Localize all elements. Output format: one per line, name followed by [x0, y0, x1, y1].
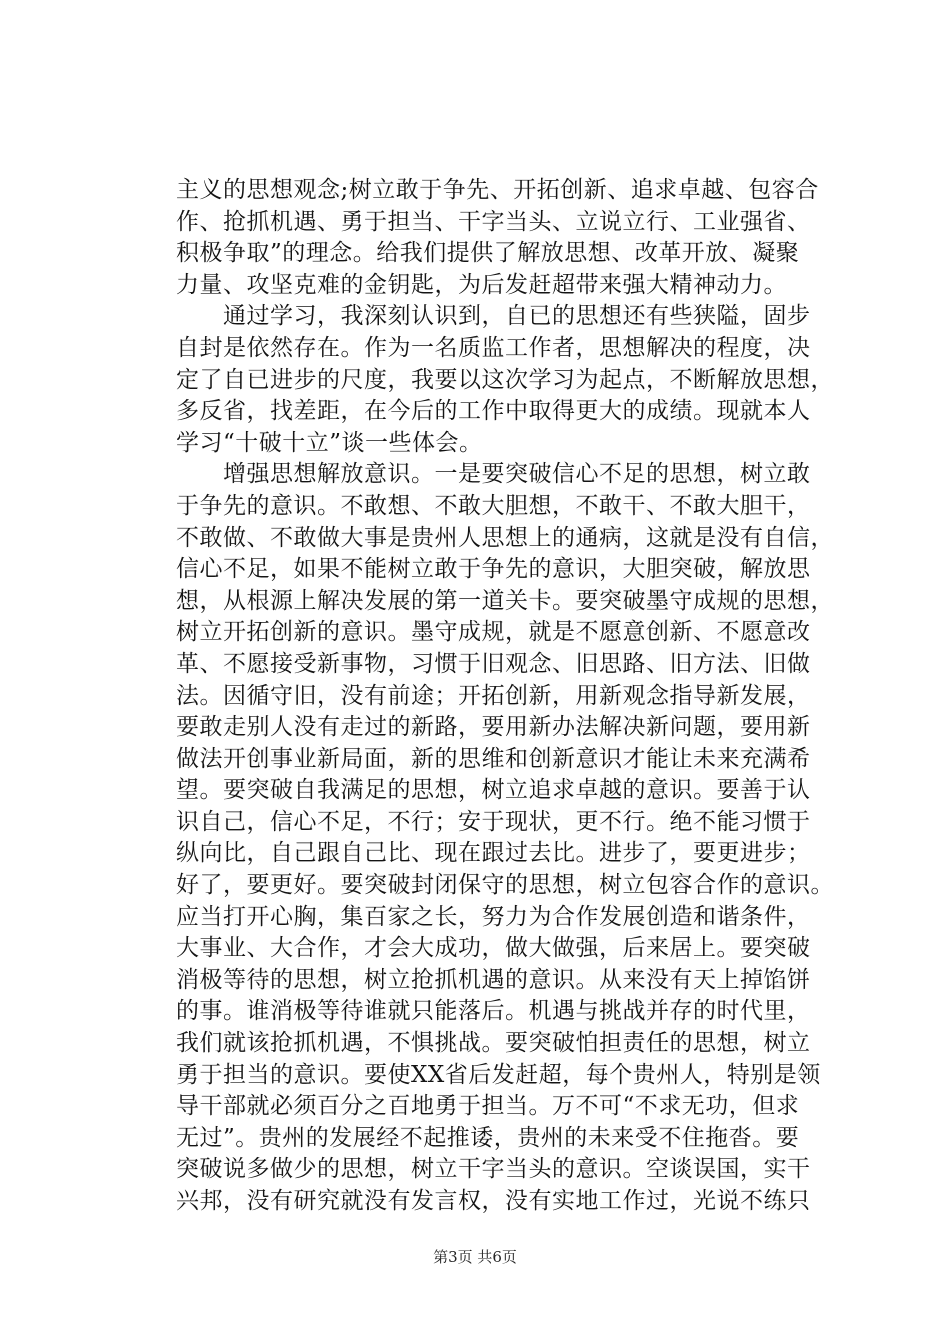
text-line: 导干部就必须百分之百地勇于担当。万不可“不求无功，但求	[176, 1093, 800, 1120]
text-line: 消极等待的思想，树立抢抓机遇的意识。从来没有天上掉馅饼	[176, 966, 811, 993]
text-line: 兴邦，没有研究就没有发言权，没有实地工作过，光说不练只	[176, 1188, 811, 1214]
text-line: 纵向比，自己跟自己比、现在跟过去比。进步了，要更进步；	[176, 840, 811, 867]
text-line: 增强思想解放意识。一是要突破信心不足的思想，树立敢	[176, 461, 811, 488]
text-line: 作、抢抓机遇、勇于担当、干字当头、立说立行、工业强省、	[176, 208, 811, 235]
text-line: 通过学习，我深刻认识到，自已的思想还有些狭隘，固步	[176, 303, 811, 330]
text-line: 无过”。贵州的发展经不起推诿，贵州的未来受不住拖沓。要	[176, 1124, 800, 1151]
text-line: 法。因循守旧，没有前途；开拓创新，用新观念指导新发展，	[176, 682, 811, 709]
text-line: 勇于担当的意识。要使XX省后发赶超，每个贵州人，特别是领	[176, 1061, 821, 1088]
text-line: 识自己，信心不足，不行；安于现状，更不行。绝不能习惯于	[176, 808, 811, 835]
text-line: 树立开拓创新的意识。墨守成规，就是不愿意创新、不愿意改	[176, 619, 811, 646]
text-line: 想，从根源上解决发展的第一道关卡。要突破墨守成规的思想，	[176, 587, 834, 614]
text-line: 突破说多做少的思想，树立干字当头的意识。空谈误国，实干	[176, 1156, 811, 1183]
text-line: 大事业、大合作，才会大成功，做大做强，后来居上。要突破	[176, 935, 811, 962]
text-line: 要敢走别人没有走过的新路，要用新办法解决新问题，要用新	[176, 714, 811, 741]
text-line: 学习“十破十立”谈一些体会。	[176, 429, 483, 456]
text-line: 我们就该抢抓机遇，不惧挑战。要突破怕担责任的思想，树立	[176, 1030, 811, 1057]
text-line: 做法开创事业新局面，新的思维和创新意识才能让未来充满希	[176, 745, 811, 772]
text-line: 多反省，找差距，在今后的工作中取得更大的成绩。现就本人	[176, 398, 811, 425]
body-text	[176, 175, 840, 1218]
text-line: 定了自已进步的尺度，我要以这次学习为起点，不断解放思想，	[176, 366, 834, 393]
text-line: 应当打开心胸，集百家之长，努力为合作发展创造和谐条件，	[176, 903, 811, 930]
text-line: 力量、攻坚克难的金钥匙，为后发赶超带来强大精神动力。	[176, 271, 787, 298]
text-line: 自封是依然存在。作为一名质监工作者，思想解决的程度，决	[176, 334, 811, 361]
page-number-footer: 第3页 共6页	[433, 1248, 517, 1266]
text-line: 好了，要更好。要突破封闭保守的思想，树立包容合作的意识。	[176, 872, 834, 899]
text-line: 主义的思想观念;树立敢于争先、开拓创新、追求卓越、包容合	[176, 177, 819, 203]
text-line: 望。要突破自我满足的思想，树立追求卓越的意识。要善于认	[176, 777, 811, 804]
text-line: 的事。谁消极等待谁就只能落后。机遇与挑战并存的时代里，	[176, 998, 811, 1025]
text-line: 革、不愿接受新事物，习惯于旧观念、旧思路、旧方法、旧做	[176, 650, 811, 677]
text-line: 不敢做、不敢做大事是贵州人思想上的通病，这就是没有自信，	[176, 524, 834, 551]
text-line: 积极争取”的理念。给我们提供了解放思想、改革开放、凝聚	[176, 240, 800, 267]
text-line: 信心不足，如果不能树立敢于争先的意识，大胆突破，解放思	[176, 556, 811, 583]
text-line: 于争先的意识。不敢想、不敢大胆想，不敢干、不敢大胆干，	[176, 492, 811, 519]
